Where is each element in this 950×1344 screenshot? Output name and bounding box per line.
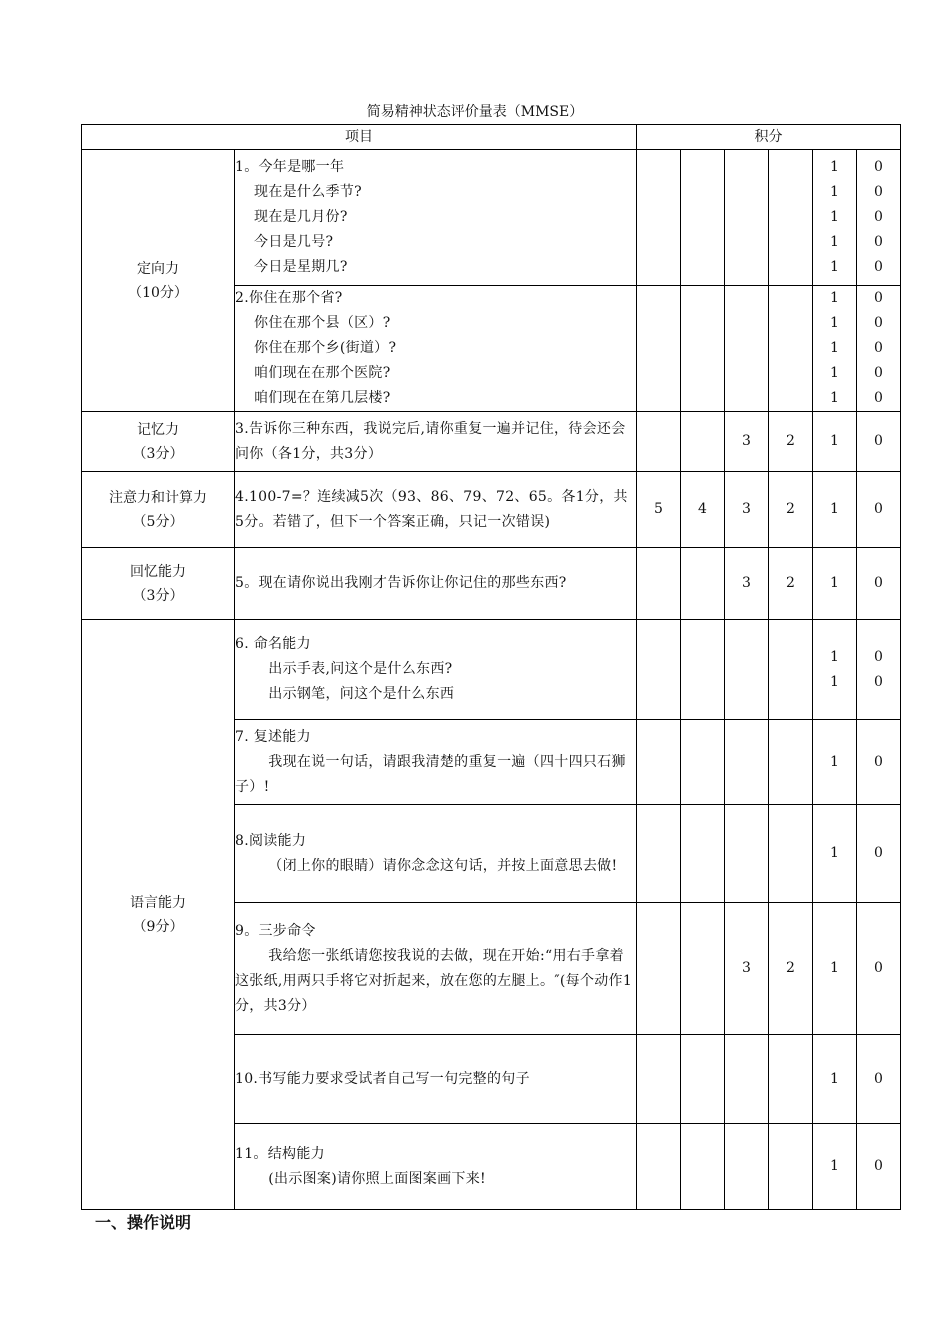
score-cell [857, 1124, 901, 1210]
score-value: 1 [830, 390, 839, 406]
score-value: 0 [874, 234, 883, 250]
score-cell [857, 412, 901, 472]
question-text: 今日是星期几? [235, 259, 348, 275]
score-value: 2 [786, 575, 795, 591]
category-label: 回忆能力 [130, 563, 186, 580]
score-cell [637, 903, 681, 1035]
category-cell [82, 412, 235, 472]
score-cell [725, 472, 769, 548]
score-cell [681, 286, 725, 412]
score-cell [681, 1035, 725, 1124]
score-cell [813, 1035, 857, 1124]
score-value: 1 [830, 159, 839, 175]
score-cell [813, 903, 857, 1035]
score-value: 0 [874, 290, 883, 306]
score-cell [769, 805, 813, 903]
score-value: 2 [786, 433, 795, 449]
table-row [82, 472, 901, 548]
score-cell [637, 548, 681, 620]
score-value: 1 [830, 845, 839, 861]
score-cell [681, 805, 725, 903]
score-cell [769, 1035, 813, 1124]
question-text: 你住在那个乡(街道）? [235, 340, 397, 356]
score-value: 1 [830, 1070, 839, 1087]
question-cell [235, 805, 637, 903]
question-text: 现在是什么季节? [235, 184, 362, 200]
score-cell [813, 412, 857, 472]
question-text: 10.书写能力要求受试者自己写一句完整的句子 [235, 1070, 530, 1087]
category-label: （3分） [132, 587, 184, 604]
score-value: 3 [742, 575, 751, 591]
question-cell [235, 1035, 637, 1124]
category-label: 语言能力 [130, 894, 186, 911]
question-text: 3.告诉你三种东西，我说完后,请你重复一遍并记住，待会还会问你（各1分，共3分） [235, 420, 626, 462]
category-label: 定向力 [137, 260, 179, 277]
score-value: 0 [874, 753, 883, 770]
score-cell [769, 286, 813, 412]
score-cell [681, 1124, 725, 1210]
score-cell [725, 1035, 769, 1124]
score-value: 1 [830, 340, 839, 356]
score-value: 1 [830, 184, 839, 200]
category-label: （5分） [132, 513, 184, 530]
score-cell [769, 548, 813, 620]
score-value: 0 [874, 960, 883, 976]
score-value: 0 [874, 259, 883, 275]
score-cell [813, 286, 857, 412]
score-value: 0 [874, 648, 883, 665]
score-cell [681, 903, 725, 1035]
score-cell [725, 903, 769, 1035]
score-cell [769, 150, 813, 286]
question-cell [235, 150, 637, 286]
question-text: 5。现在请你说出我刚才告诉你让你记住的那些东西? [235, 575, 567, 591]
table-row [82, 620, 901, 720]
score-cell [725, 720, 769, 805]
category-label: （3分） [132, 445, 184, 462]
score-cell [637, 620, 681, 720]
question-text: 今日是几号? [235, 234, 334, 250]
score-cell [637, 150, 681, 286]
section-heading: 一、操作说明 [95, 1213, 192, 1232]
question-text: 9。三步命令 [235, 922, 316, 939]
score-cell [725, 150, 769, 286]
question-cell [235, 472, 637, 548]
score-cell [725, 1124, 769, 1210]
score-value: 5 [654, 501, 663, 517]
score-cell [769, 472, 813, 548]
header-item: 项目 [82, 125, 637, 150]
score-cell [681, 472, 725, 548]
score-cell [725, 548, 769, 620]
score-cell [681, 620, 725, 720]
score-value: 0 [874, 184, 883, 200]
score-value: 1 [830, 648, 839, 665]
question-text: 现在是几月份? [235, 209, 348, 225]
score-value: 1 [830, 365, 839, 381]
category-label: （9分） [132, 918, 184, 935]
question-text: 我给您一张纸请您按我说的去做，现在开始:“用右手拿着这张纸,用两只手将它对折起来，放在您的左腿上。″(每个动作1分，共3分） [235, 947, 633, 1014]
question-text: 1。今年是哪一年 [235, 159, 345, 175]
score-value: 1 [830, 753, 839, 770]
category-cell [82, 150, 235, 412]
question-text: （闭上你的眼睛）请你念念这句话，并按上面意思去做! [235, 857, 618, 874]
score-cell [725, 286, 769, 412]
score-cell [725, 620, 769, 720]
question-text: 8.阅读能力 [235, 832, 307, 849]
score-cell [769, 903, 813, 1035]
score-value: 0 [874, 365, 883, 381]
score-value: 4 [698, 501, 707, 517]
score-cell [769, 620, 813, 720]
score-cell [857, 805, 901, 903]
score-cell [681, 720, 725, 805]
question-text: 出示手表,问这个是什么东西? [235, 661, 453, 677]
score-value: 0 [874, 340, 883, 356]
score-value: 3 [742, 433, 751, 449]
category-cell [82, 472, 235, 548]
question-cell [235, 620, 637, 720]
score-cell [725, 805, 769, 903]
score-value: 0 [874, 433, 883, 449]
score-cell [813, 472, 857, 548]
score-cell [681, 412, 725, 472]
score-cell [857, 472, 901, 548]
score-cell [813, 720, 857, 805]
score-cell [637, 805, 681, 903]
question-text: 6. 命名能力 [235, 636, 311, 652]
question-text: 2.你住在那个省? [235, 290, 343, 306]
score-value: 0 [874, 1070, 883, 1087]
score-cell [769, 720, 813, 805]
score-value: 1 [830, 433, 839, 449]
question-text: 7. 复述能力 [235, 728, 311, 745]
score-cell [813, 1124, 857, 1210]
question-text: 11。结构能力 [235, 1145, 325, 1162]
table-row [82, 412, 901, 472]
header-row [82, 125, 901, 150]
table-row [82, 548, 901, 620]
score-value: 0 [874, 673, 883, 690]
score-value: 0 [874, 1158, 883, 1174]
question-text: 出示钢笔，问这个是什么东西 [235, 686, 455, 702]
score-cell [813, 150, 857, 286]
score-cell [857, 620, 901, 720]
question-cell [235, 720, 637, 805]
score-cell [681, 548, 725, 620]
score-cell [637, 1124, 681, 1210]
page-title: 简易精神状态评价量表（MMSE） [366, 104, 584, 120]
score-cell [813, 620, 857, 720]
score-value: 1 [830, 673, 839, 690]
score-cell [857, 548, 901, 620]
score-cell [813, 548, 857, 620]
table-body [82, 125, 901, 1210]
question-text: 咱们现在在第几层楼? [235, 390, 391, 406]
question-cell [235, 412, 637, 472]
question-text: (出示图案)请你照上面图案画下来! [235, 1170, 486, 1187]
question-cell [235, 1124, 637, 1210]
category-cell [82, 620, 235, 1210]
score-value: 1 [830, 501, 839, 517]
category-label: 记忆力 [137, 421, 179, 438]
question-cell [235, 903, 637, 1035]
question-text: 你住在那个县（区）? [235, 315, 391, 331]
score-cell [857, 720, 901, 805]
score-cell [857, 903, 901, 1035]
score-value: 3 [742, 960, 751, 976]
score-cell [857, 150, 901, 286]
score-value: 3 [742, 501, 751, 517]
score-value: 1 [830, 234, 839, 250]
category-cell [82, 548, 235, 620]
score-cell [637, 1035, 681, 1124]
score-value: 1 [830, 209, 839, 225]
score-value: 0 [874, 159, 883, 175]
score-cell [681, 150, 725, 286]
score-value: 0 [874, 390, 883, 406]
score-value: 1 [830, 960, 839, 976]
score-cell [637, 720, 681, 805]
score-value: 0 [874, 501, 883, 517]
score-cell [857, 1035, 901, 1124]
score-cell [857, 286, 901, 412]
question-text: 我现在说一句话，请跟我清楚的重复一遍（四十四只石狮子）! [235, 753, 626, 795]
score-value: 2 [786, 960, 795, 976]
score-cell [637, 286, 681, 412]
question-text: 4.100-7=？连续减5次（93、86、79、72、65。各1分，共5分。若错了，但下一个答案正确，只记一次错误) [235, 488, 628, 530]
score-value: 1 [830, 1158, 839, 1174]
score-value: 0 [874, 209, 883, 225]
score-value: 1 [830, 575, 839, 591]
score-value: 0 [874, 315, 883, 331]
score-value: 1 [830, 259, 839, 275]
score-cell [769, 1124, 813, 1210]
question-cell [235, 286, 637, 412]
score-value: 1 [830, 315, 839, 331]
score-cell [813, 805, 857, 903]
score-value: 0 [874, 575, 883, 591]
category-label: 注意力和计算力 [109, 489, 207, 506]
question-cell [235, 548, 637, 620]
score-value: 0 [874, 845, 883, 861]
score-cell [769, 412, 813, 472]
table-row [82, 150, 901, 286]
score-cell [637, 412, 681, 472]
header-score: 积分 [637, 125, 901, 150]
mmse-table [81, 124, 901, 1210]
category-label: （10分） [128, 284, 188, 301]
score-value: 2 [786, 501, 795, 517]
question-text: 咱们现在在那个医院? [235, 365, 391, 381]
score-cell [725, 412, 769, 472]
score-value: 1 [830, 290, 839, 306]
score-cell [637, 472, 681, 548]
